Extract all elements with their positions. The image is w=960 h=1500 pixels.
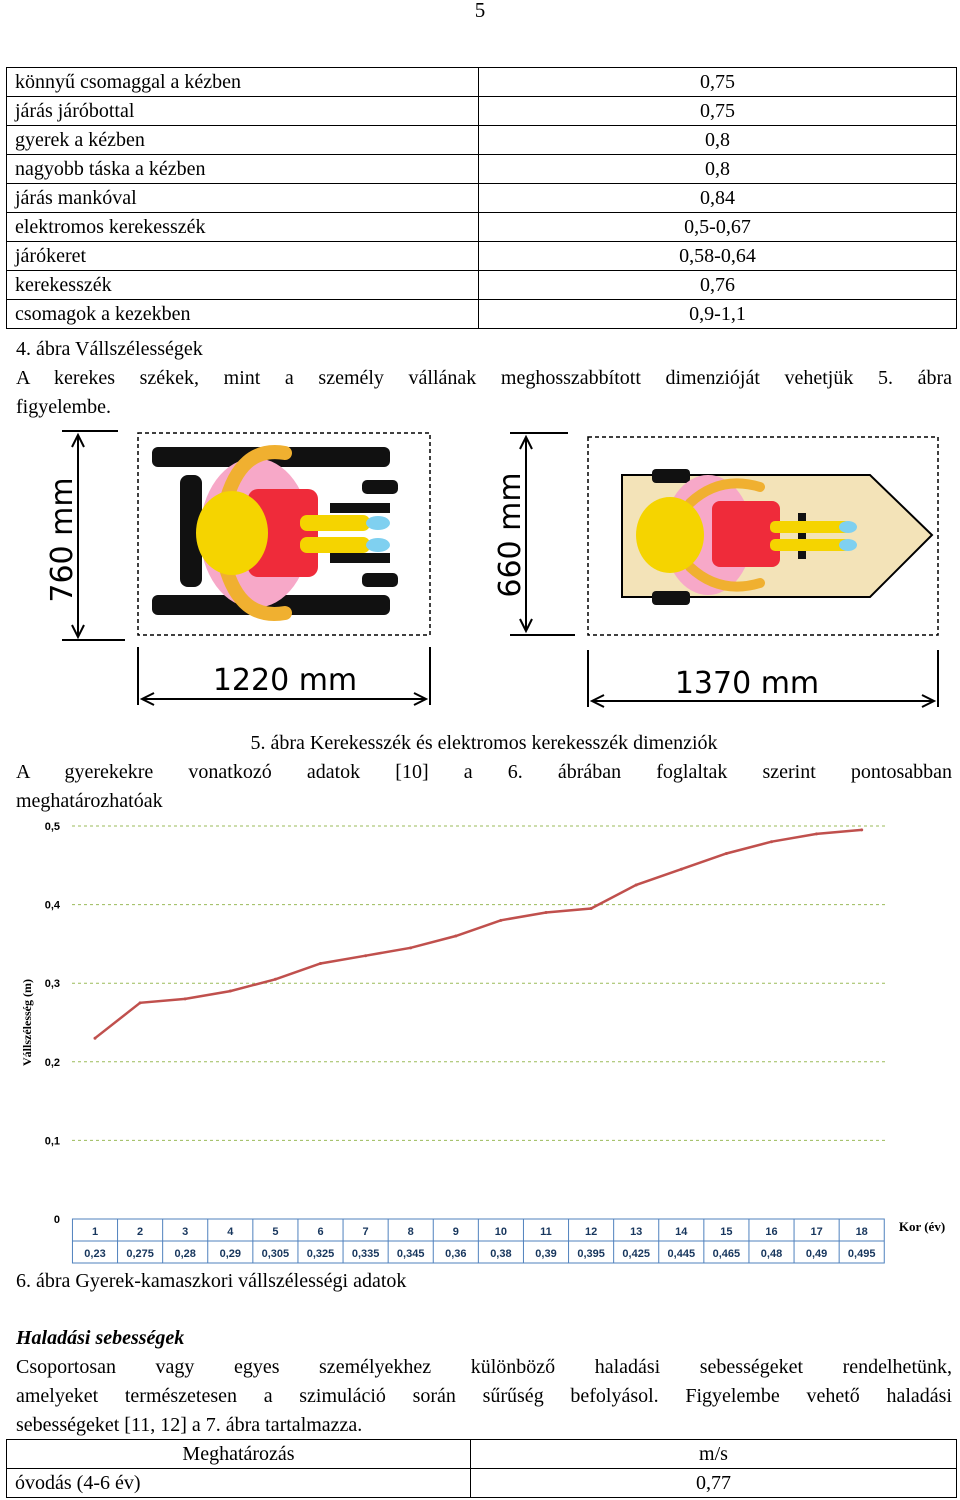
data-point	[815, 832, 818, 835]
x-tick-label: 7	[362, 1226, 369, 1238]
paragraph-children-line2: meghatározhatóak	[16, 790, 163, 812]
right-length-label: 1370 mm	[674, 666, 820, 701]
data-point	[725, 852, 728, 855]
table-row	[7, 184, 957, 213]
data-label: 0,28	[174, 1248, 196, 1260]
table-row	[7, 68, 957, 97]
x-tick-label: 18	[855, 1226, 868, 1238]
paragraph-speed-line2: amelyeket természetesen a szimuláció során sűrűség befolyásol. Figyelembe vehető haladási	[16, 1385, 952, 1407]
data-point	[319, 962, 322, 965]
electric-wheelchair-drawing	[588, 437, 938, 635]
data-point	[770, 840, 773, 843]
table-row	[7, 242, 957, 271]
table-row	[7, 300, 957, 329]
figure-4-caption: 4. ábra Vállszélességek	[16, 338, 203, 360]
row-value: 0,77	[471, 1469, 957, 1498]
data-point	[590, 907, 593, 910]
column-header: Meghatározás	[7, 1440, 471, 1469]
row-value: 0,58-0,64	[479, 242, 957, 271]
table-row	[7, 97, 957, 126]
row-label: járás járóbottal	[7, 97, 479, 126]
x-tick-label: 10	[494, 1226, 508, 1238]
data-label: 0,335	[351, 1248, 380, 1260]
data-label: 0,425	[622, 1248, 650, 1260]
data-label: 0,395	[577, 1248, 605, 1260]
data-label: 0,48	[760, 1248, 783, 1260]
data-point	[680, 868, 683, 871]
row-label: kerekesszék	[7, 271, 479, 300]
left-height-label: 760 mm	[45, 477, 80, 603]
y-tick-label: 0	[53, 1214, 60, 1226]
data-label: 0,39	[535, 1248, 557, 1260]
row-label: óvodás (4-6 év)	[7, 1469, 471, 1498]
wheelchair-dimension-figure	[0, 425, 960, 725]
x-tick-label: 3	[182, 1226, 189, 1238]
table-row	[7, 1469, 957, 1498]
table-row	[7, 126, 957, 155]
table-row	[7, 213, 957, 242]
row-value: 0,76	[479, 271, 957, 300]
y-tick-label: 0,5	[44, 821, 60, 833]
y-tick-label: 0,4	[44, 899, 60, 912]
x-tick-label: 9	[452, 1226, 459, 1238]
data-point	[545, 911, 548, 914]
x-tick-label: 1	[91, 1226, 99, 1238]
x-tick-label: 8	[407, 1226, 414, 1238]
x-tick-label: 17	[810, 1226, 823, 1238]
row-label: nagyobb táska a kézben	[7, 155, 479, 184]
data-label: 0,29	[219, 1248, 242, 1260]
x-tick-label: 13	[630, 1226, 643, 1238]
data-point	[229, 990, 232, 993]
data-label: 0,23	[84, 1248, 106, 1260]
paragraph-children-line1: A gyerekekre vonatkozó adatok [10] a 6. ábrában foglaltak szerint pontosabban	[16, 761, 952, 783]
column-header: m/s	[471, 1440, 957, 1469]
page-number: 5	[474, 0, 486, 22]
x-tick-label: 11	[540, 1226, 552, 1238]
y-axis-label: Vállszélesség (m)	[20, 979, 34, 1066]
wheelchair-drawing	[138, 433, 430, 635]
paragraph-wheelchair-line2: figyelembe.	[16, 396, 111, 418]
row-value: 0,8	[479, 155, 957, 184]
paragraph-speed-line1: Csoportosan vagy egyes személyekhez különböző haladási sebességeket rendelhetünk,	[16, 1356, 952, 1378]
x-axis-label: Kor (év)	[898, 1219, 946, 1234]
x-tick-label: 15	[720, 1226, 733, 1238]
row-value: 0,9-1,1	[479, 300, 957, 329]
data-label: 0,445	[667, 1248, 696, 1260]
table-row	[7, 155, 957, 184]
left-length-label: 1220 mm	[212, 663, 358, 698]
figure-5-caption: 5. ábra Kerekesszék és elektromos kerekesszék dimenziók	[250, 732, 718, 754]
data-point	[499, 919, 502, 922]
data-point	[139, 1001, 142, 1004]
section-heading: Haladási sebességek	[16, 1327, 185, 1349]
row-value: 0,8	[479, 126, 957, 155]
data-point	[94, 1037, 97, 1040]
series-line	[95, 830, 862, 1038]
data-label: 0,36	[445, 1248, 467, 1260]
data-point	[635, 883, 638, 886]
figure-6-caption: 6. ábra Gyerek-kamaszkori vállszélességi adatok	[16, 1270, 407, 1292]
row-label: csomagok a kezekben	[7, 300, 479, 329]
row-value: 0,84	[479, 184, 957, 213]
data-point	[454, 935, 457, 938]
x-tick-label: 2	[137, 1226, 144, 1238]
data-label: 0,49	[805, 1248, 828, 1260]
data-point	[860, 828, 863, 831]
shoulder-width-chart	[0, 815, 960, 1270]
data-point	[364, 954, 367, 957]
y-tick-label: 0,2	[44, 1056, 60, 1069]
row-value: 0,75	[479, 97, 957, 126]
data-label: 0,495	[847, 1248, 876, 1260]
data-point	[184, 997, 187, 1000]
paragraph-wheelchair-line1: A kerekes székek, mint a személy vállának meghosszabbított dimenzióját vehetjük 5. ábra	[16, 367, 952, 389]
x-tick-label: 14	[675, 1226, 688, 1238]
data-label: 0,305	[261, 1248, 290, 1260]
data-label: 0,275	[126, 1248, 154, 1260]
data-label: 0,345	[396, 1248, 425, 1260]
data-label: 0,325	[306, 1248, 335, 1260]
row-label: járás mankóval	[7, 184, 479, 213]
right-height-label: 660 mm	[493, 472, 528, 598]
x-tick-label: 4	[227, 1226, 234, 1238]
x-tick-label: 12	[584, 1226, 598, 1238]
y-tick-label: 0,1	[44, 1135, 60, 1148]
row-label: gyerek a kézben	[7, 126, 479, 155]
row-value: 0,75	[479, 68, 957, 97]
data-point	[274, 978, 277, 981]
row-value: 0,5-0,67	[479, 213, 957, 242]
walking-speed-table	[6, 1439, 957, 1498]
table-header-row	[7, 1440, 957, 1469]
table-row	[7, 271, 957, 300]
shoulder-width-table	[6, 67, 957, 329]
paragraph-speed-line3: sebességeket [11, 12] a 7. ábra tartalmazza.	[16, 1414, 363, 1436]
row-label: járókeret	[7, 242, 479, 271]
row-label: elektromos kerekesszék	[7, 213, 479, 242]
y-tick-label: 0,3	[44, 978, 60, 991]
data-label: 0,38	[490, 1248, 512, 1260]
x-tick-label: 5	[272, 1226, 279, 1238]
data-point	[409, 946, 412, 949]
data-label: 0,465	[712, 1248, 741, 1260]
x-tick-label: 6	[317, 1226, 324, 1238]
x-tick-label: 16	[765, 1226, 778, 1238]
row-label: könnyű csomaggal a kézben	[7, 68, 479, 97]
